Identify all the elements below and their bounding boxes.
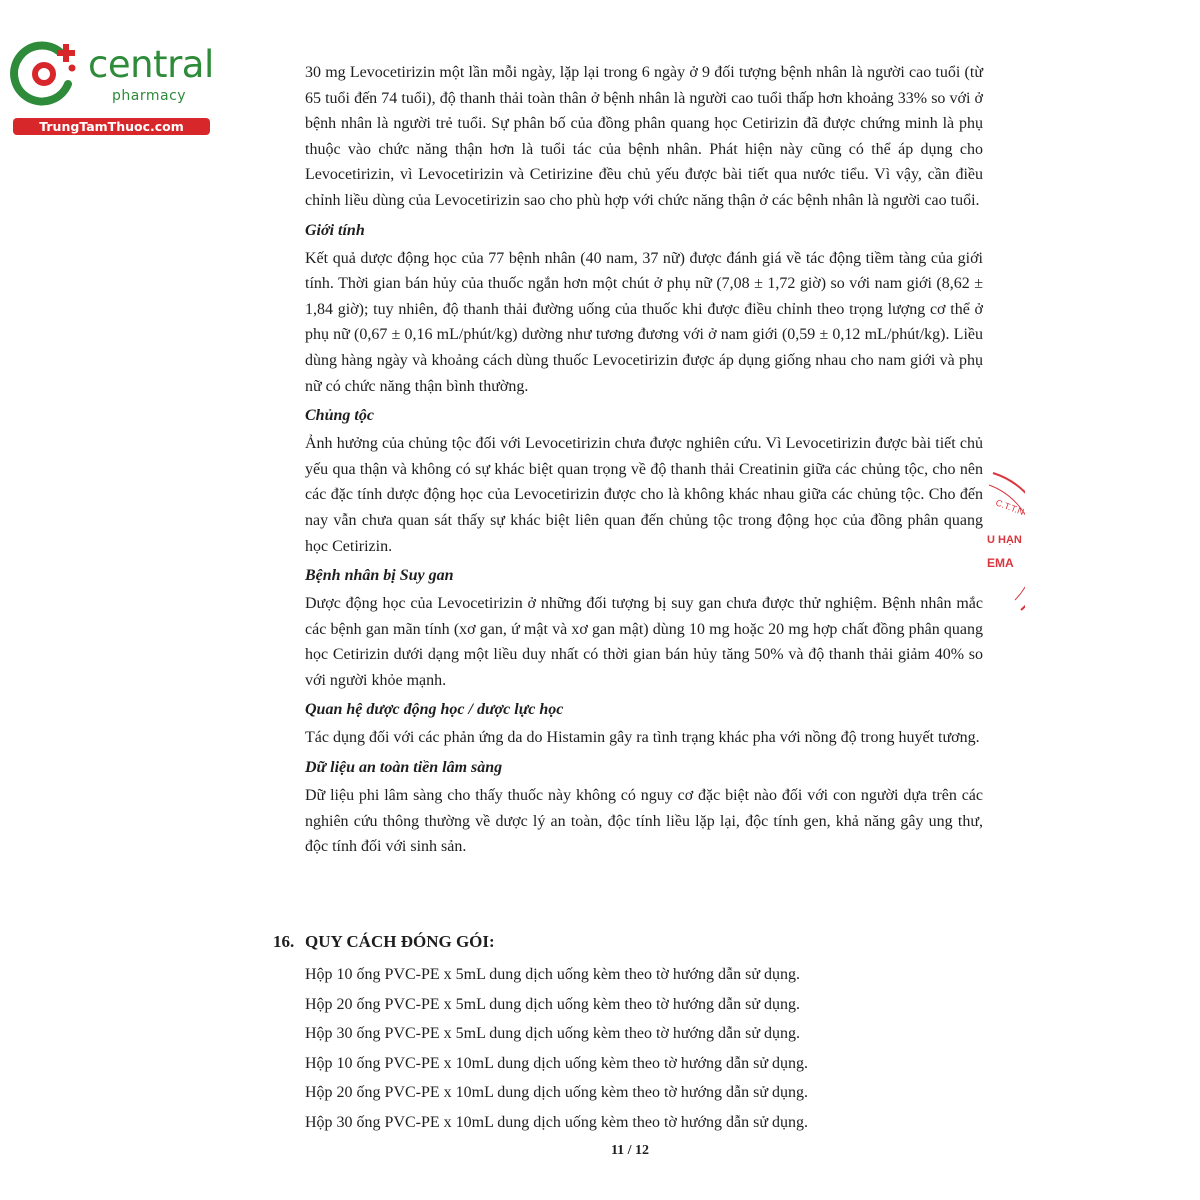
list-item: Hộp 20 ống PVC-PE x 10mL dung dịch uống kèm theo tờ hướng dẫn sử dụng. bbox=[305, 1084, 808, 1102]
paragraph-elderly: 30 mg Levocetirizin một lần mỗi ngày, lặp lại trong 6 ngày ở 9 đối tượng bệnh nhân là người cao tuổi (từ 65 tuổi đến 74 tuổi), độ thanh thải toàn thân ở bệnh nhân là người cao tuổi thấp hơn khoảng 33% so với ở bệnh nhân là người trẻ tuổi. Sự phân bố của đồng phân quang học Cetirizin đã được chứng minh là phụ thuộc vào chức năng thận hơn là tuổi tác của bệnh nhân. Phát hiện này cũng có thể áp dụng cho Levocetirizin, vì Levocetirizin và Cetirizine đều chủ yếu được bài tiết qua nước tiểu. Vì vậy, cần điều chỉnh liều dùng của Levocetirizin sao cho phù hợp với chức năng thận ở các bệnh nhân là người cao tuổi. bbox=[305, 64, 983, 209]
logo-brand-text: central bbox=[88, 43, 214, 86]
svg-text:EMA: EMA bbox=[987, 556, 1014, 570]
heading-pkpd: Quan hệ dược động học / dược lực học bbox=[305, 701, 564, 719]
paragraph-pkpd: Tác dụng đối với các phản ứng da do Histamin gây ra tình trạng khác pha với nồng độ trong huyết tương. bbox=[305, 729, 980, 747]
paragraph-preclinical: Dữ liệu phi lâm sàng cho thấy thuốc này không có nguy cơ đặc biệt nào đối với con người dựa trên các nghiên cứu thông thường về dược lý an toàn, độc tính liều lặp lại, độc tính gen, khả năng gây ung thư, độc tính đối với sinh sản. bbox=[305, 787, 983, 856]
company-stamp bbox=[985, 465, 1025, 615]
svg-text:C.T.T.N: C.T.T.N bbox=[994, 497, 1025, 517]
list-item: Hộp 20 ống PVC-PE x 5mL dung dịch uống kèm theo tờ hướng dẫn sử dụng. bbox=[305, 995, 800, 1013]
list-item: Hộp 30 ống PVC-PE x 5mL dung dịch uống kèm theo tờ hướng dẫn sử dụng. bbox=[305, 1025, 800, 1043]
logo-sub-text: pharmacy bbox=[112, 88, 187, 104]
heading-race: Chủng tộc bbox=[305, 407, 374, 425]
section-title: QUY CÁCH ĐÓNG GÓI: bbox=[305, 932, 495, 951]
paragraph-race: Ảnh hưởng của chủng tộc đối với Levocetirizin chưa được nghiên cứu. Vì Levocetirizin được bài tiết chủ yếu qua thận và không có sự khác biệt quan trọng về độ thanh thải Creatinin giữa các chủng tộc, cho nên các đặc tính dược động học của Levocetirizin được cho là không khác nhau giữa các chủng tộc. Cho đến nay vẫn chưa quan sát thấy sự khác biệt liên quan đến chủng tộc trong động học của đồng phân quang học Cetirizin. bbox=[305, 435, 983, 555]
logo-tagline: TrungTamThuoc.com bbox=[13, 118, 210, 135]
paragraph-liver: Dược động học của Levocetirizin ở những đối tượng bị suy gan chưa được thử nghiệm. Bệnh nhân mắc các bệnh gan mãn tính (xơ gan, ứ mật và xơ gan mật) dùng 10 mg hoặc 20 mg hợp chất đồng phân quang học Cetirizin dưới dạng một liều duy nhất có thời gian bán hủy tăng 50% và độ thanh thải giảm 40% so với người khỏe mạnh. bbox=[305, 595, 983, 689]
list-item: Hộp 10 ống PVC-PE x 10mL dung dịch uống kèm theo tờ hướng dẫn sử dụng. bbox=[305, 1054, 808, 1072]
section-16-heading bbox=[273, 931, 495, 953]
packaging-list bbox=[305, 960, 808, 1138]
paragraph-gender: Kết quả dược động học của 77 bệnh nhân (40 nam, 37 nữ) được đánh giá về tác động tiềm tàng của giới tính. Thời gian bán hủy của thuốc ngắn hơn một chút ở phụ nữ (7,08 ± 1,72 giờ) so với nam giới (8,62 ± 1,84 giờ); tuy nhiên, độ thanh thải đường uống của thuốc khi được điều chỉnh theo trọng lượng cơ thể ở phụ nữ (0,67 ± 0,16 mL/phút/kg) dường như tương đương với ở nam giới (0,59 ± 0,12 mL/phút/kg). Liều dùng hàng ngày và khoảng cách dùng thuốc Levocetirizin được áp dụng giống nhau cho nam giới và phụ nữ có chức năng thận bình thường. bbox=[305, 249, 983, 395]
heading-gender: Giới tính bbox=[305, 221, 365, 239]
pharmacy-logo-icon bbox=[10, 38, 82, 108]
heading-preclinical: Dữ liệu an toàn tiền lâm sàng bbox=[305, 759, 503, 777]
list-item: Hộp 30 ống PVC-PE x 10mL dung dịch uống kèm theo tờ hướng dẫn sử dụng. bbox=[305, 1113, 808, 1131]
page-number: 11 / 12 bbox=[610, 1143, 650, 1158]
heading-liver: Bệnh nhân bị Suy gan bbox=[305, 567, 454, 585]
svg-text:U HẠN: U HẠN bbox=[987, 534, 1022, 546]
list-item: Hộp 10 ống PVC-PE x 5mL dung dịch uống kèm theo tờ hướng dẫn sử dụng. bbox=[305, 966, 800, 983]
document-body bbox=[305, 60, 983, 864]
section-number: 16. bbox=[273, 932, 295, 951]
